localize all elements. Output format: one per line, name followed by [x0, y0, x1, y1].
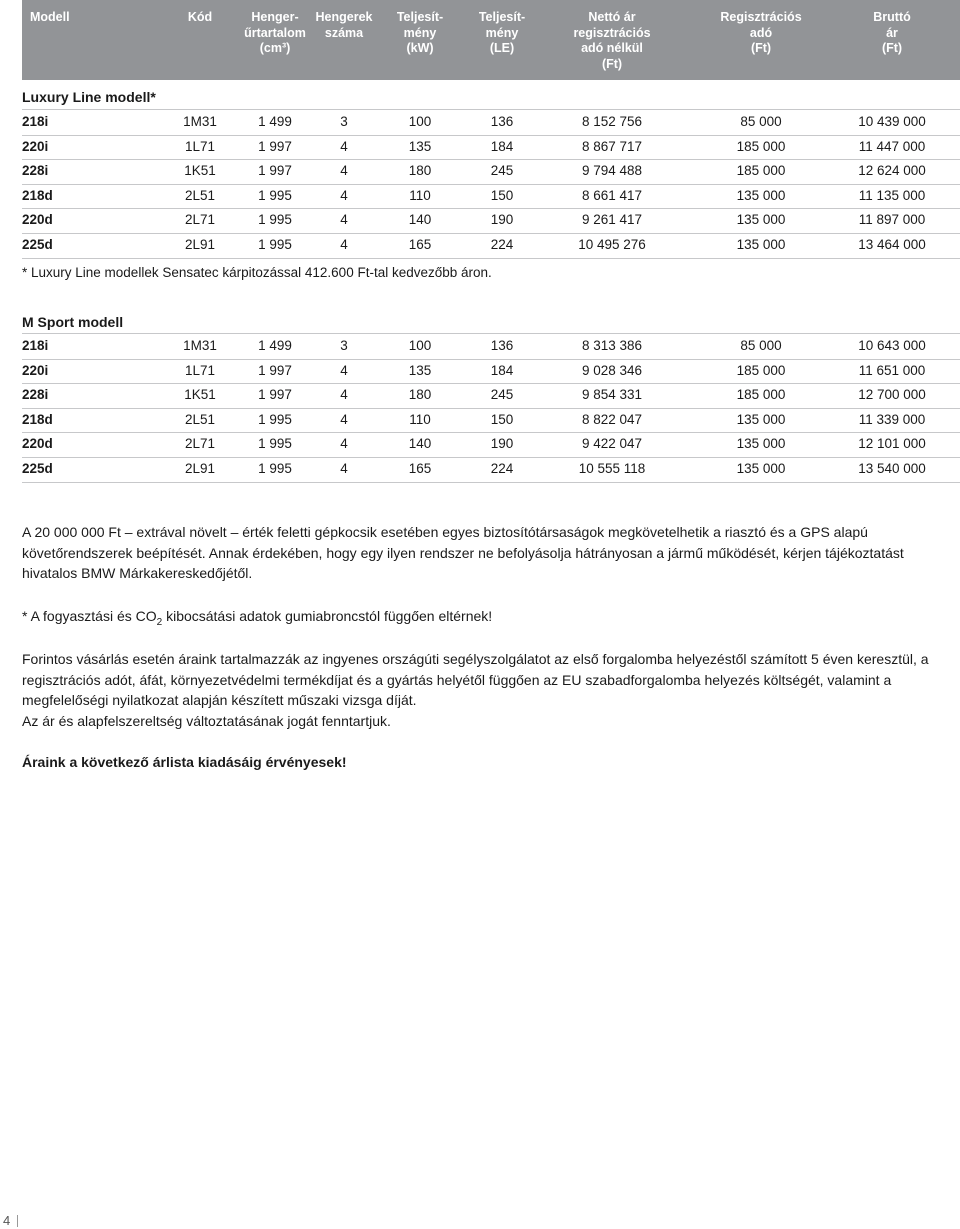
- col-header-cylinders: Hengerek száma: [315, 10, 373, 40]
- cell-displacement: 1 499: [258, 338, 292, 353]
- table-row: [22, 135, 960, 159]
- cell-model: 220i: [22, 138, 49, 154]
- cell-net-price: 8 661 417: [581, 187, 643, 203]
- cell-code: 1K51: [184, 387, 216, 403]
- cell-power-kw: 135: [408, 138, 432, 154]
- table-row: [22, 159, 960, 183]
- cell-power-kw: 100: [408, 114, 432, 129]
- table-header: [22, 0, 960, 80]
- cell-net-price: 10 495 276: [578, 237, 646, 252]
- cell-net-price: 9 028 346: [581, 362, 643, 378]
- cell-displacement: 1 995: [258, 436, 292, 452]
- page-number: 4: [3, 1213, 11, 1228]
- col-header-displacement: Henger- űrtartalom (cm³): [244, 10, 306, 55]
- cell-model: 220i: [22, 362, 49, 378]
- cell-code: 1L71: [184, 138, 216, 154]
- cell-displacement: 1 997: [258, 138, 292, 154]
- page-number-divider: [17, 1215, 18, 1227]
- col-header-power-kw: Teljesít- mény (kW): [396, 10, 444, 55]
- cell-cylinders: 4: [340, 387, 348, 403]
- cell-registration-tax: 85 000: [740, 338, 782, 353]
- rights-note-text: Az ár és alapfelszereltség változtatásának jogát fenntartjuk.: [22, 712, 391, 729]
- cell-net-price: 8 867 717: [581, 138, 643, 154]
- cell-power-hp: 184: [490, 362, 514, 378]
- forint-note-text: Forintos vásárlás esetén áraink tartalmazzák az ingyenes országúti segélyszolgálatot az első forgalomba helyezéstől számított 5 éven keresztül, a regisztrációs adót, áfát, környezetvédelmi termékdíjat és a gyártás helyétől függően az EU szabadforgalomba helyezés költségét, valamint a megfelelőségi nyilatkozat alapján készített műszaki vizsga díját.: [22, 651, 929, 708]
- cell-gross-price: 10 439 000: [858, 114, 926, 129]
- cell-power-hp: 224: [490, 461, 514, 476]
- cell-code: 1M31: [183, 114, 217, 129]
- cell-displacement: 1 995: [258, 212, 292, 228]
- cell-gross-price: 13 540 000: [858, 461, 926, 476]
- co2-note-text: [22, 606, 937, 633]
- cell-net-price: 10 555 118: [578, 461, 646, 476]
- cell-gross-price: 11 897 000: [858, 212, 926, 228]
- table-row: [22, 359, 960, 383]
- co2-note-before: * A fogyasztási és CO: [22, 608, 157, 624]
- cell-registration-tax: 135 000: [736, 187, 786, 203]
- col-header-registration-tax: Regisztrációs adó (Ft): [720, 10, 802, 55]
- cell-net-price: 9 854 331: [581, 387, 643, 403]
- cell-net-price: 9 261 417: [581, 212, 643, 228]
- table-row: [22, 334, 960, 358]
- cell-registration-tax: 135 000: [736, 436, 786, 452]
- cell-registration-tax: 135 000: [736, 237, 786, 252]
- cell-cylinders: 4: [340, 411, 348, 427]
- cell-power-hp: 190: [490, 212, 514, 228]
- cell-net-price: 9 422 047: [581, 436, 643, 452]
- cell-cylinders: 3: [340, 114, 348, 129]
- cell-power-kw: 165: [408, 461, 432, 476]
- cell-power-hp: 150: [490, 187, 514, 203]
- divider: [22, 482, 960, 483]
- cell-model: 218i: [22, 338, 49, 353]
- cell-registration-tax: 185 000: [736, 163, 786, 179]
- co2-note: [22, 606, 937, 633]
- cell-cylinders: 4: [340, 212, 348, 228]
- cell-registration-tax: 135 000: [736, 411, 786, 427]
- validity-note-text: Áraink a következő árlista kiadásáig érvényesek!: [22, 754, 347, 770]
- cell-model: 218i: [22, 114, 49, 129]
- cell-gross-price: 12 624 000: [858, 163, 926, 179]
- cell-gross-price: 12 700 000: [858, 387, 926, 403]
- table-row: [22, 408, 960, 432]
- col-header-code: Kód: [187, 10, 213, 24]
- cell-power-kw: 140: [408, 212, 432, 228]
- cell-code: 2L71: [184, 436, 216, 452]
- cell-code: 2L51: [184, 187, 216, 203]
- cell-power-hp: 136: [490, 114, 514, 129]
- cell-cylinders: 4: [340, 237, 348, 252]
- gps-note: [22, 522, 937, 584]
- cell-displacement: 1 997: [258, 163, 292, 179]
- col-header-power-hp: Teljesít- mény (LE): [478, 10, 526, 55]
- cell-code: 2L51: [184, 411, 216, 427]
- cell-gross-price: 13 464 000: [858, 237, 926, 252]
- cell-code: 2L91: [184, 461, 216, 476]
- cell-displacement: 1 997: [258, 362, 292, 378]
- cell-gross-price: 12 101 000: [858, 436, 926, 452]
- cell-power-hp: 136: [490, 338, 514, 353]
- cell-model: 220d: [22, 212, 53, 228]
- cell-model: 225d: [22, 237, 53, 252]
- co2-note-after: kibocsátási adatok gumiabroncstól függően eltérnek!: [162, 608, 493, 624]
- cell-power-kw: 165: [408, 237, 432, 252]
- cell-registration-tax: 185 000: [736, 138, 786, 154]
- gps-note-text: A 20 000 000 Ft – extrával növelt – érték feletti gépkocsik esetében egyes biztosítótársaságok megkövetelhetik a riasztó és a GPS alapú követőrendszerek beépítését. Annak érdekében, hogy egy ilyen rendszer ne befolyásolja hátrányosan a jármű működését, kérjen tájékoztatást hivatalos BMW Márkakereskedőjétől.: [22, 524, 904, 581]
- cell-net-price: 8 152 756: [581, 114, 643, 129]
- cell-cylinders: 4: [340, 138, 348, 154]
- table-row: [22, 184, 960, 208]
- cell-cylinders: 4: [340, 362, 348, 378]
- cell-displacement: 1 997: [258, 387, 292, 403]
- cell-model: 228i: [22, 163, 49, 179]
- cell-displacement: 1 995: [258, 237, 292, 252]
- cell-power-hp: 245: [490, 387, 514, 403]
- table-row: [22, 432, 960, 456]
- cell-gross-price: 10 643 000: [858, 338, 926, 353]
- cell-model: 218d: [22, 411, 53, 427]
- cell-code: 2L71: [184, 212, 216, 228]
- cell-displacement: 1 995: [258, 187, 292, 203]
- table-row: [22, 110, 960, 134]
- cell-power-hp: 245: [490, 163, 514, 179]
- cell-cylinders: 4: [340, 163, 348, 179]
- co2-note-subscript: 2: [156, 616, 163, 628]
- cell-gross-price: 11 339 000: [858, 411, 926, 427]
- cell-gross-price: 11 135 000: [858, 187, 926, 203]
- divider: [22, 258, 960, 259]
- cell-code: 1L71: [184, 362, 216, 378]
- cell-cylinders: 3: [340, 338, 348, 353]
- cell-registration-tax: 135 000: [736, 212, 786, 228]
- section-title-m-sport: M Sport modell: [22, 314, 124, 330]
- cell-net-price: 9 794 488: [581, 163, 643, 179]
- validity-note: [22, 752, 937, 773]
- cell-power-kw: 180: [408, 387, 432, 403]
- cell-registration-tax: 185 000: [736, 362, 786, 378]
- luxury-line-footnote: * Luxury Line modellek Sensatec kárpitozással 412.600 Ft-tal kedvezőbb áron.: [22, 265, 492, 280]
- cell-code: 2L91: [184, 237, 216, 252]
- cell-code: 1M31: [183, 338, 217, 353]
- cell-cylinders: 4: [340, 461, 348, 476]
- cell-model: 225d: [22, 461, 53, 476]
- cell-power-hp: 150: [490, 411, 514, 427]
- forint-note: [22, 649, 937, 731]
- col-header-net-price: Nettó ár regisztrációs adó nélkül (Ft): [573, 10, 651, 71]
- cell-model: 218d: [22, 187, 53, 203]
- cell-gross-price: 11 447 000: [858, 138, 926, 154]
- cell-registration-tax: 135 000: [736, 461, 786, 476]
- table-row: [22, 233, 960, 257]
- col-header-model: Modell: [30, 10, 70, 24]
- cell-code: 1K51: [184, 163, 216, 179]
- cell-power-hp: 184: [490, 138, 514, 154]
- table-row: [22, 208, 960, 232]
- cell-power-kw: 110: [409, 187, 431, 203]
- cell-net-price: 8 822 047: [581, 411, 643, 427]
- cell-displacement: 1 995: [258, 411, 292, 427]
- cell-power-kw: 135: [408, 362, 432, 378]
- cell-cylinders: 4: [340, 436, 348, 452]
- cell-power-kw: 180: [408, 163, 432, 179]
- cell-model: 228i: [22, 387, 49, 403]
- cell-gross-price: 11 651 000: [858, 362, 926, 378]
- cell-cylinders: 4: [340, 187, 348, 203]
- cell-power-kw: 100: [408, 338, 432, 353]
- cell-displacement: 1 499: [258, 114, 292, 129]
- cell-net-price: 8 313 386: [581, 338, 643, 353]
- cell-registration-tax: 85 000: [740, 114, 782, 129]
- cell-displacement: 1 995: [258, 461, 292, 476]
- cell-power-hp: 190: [490, 436, 514, 452]
- col-header-gross-price: Bruttó ár (Ft): [873, 10, 911, 55]
- table-row: [22, 383, 960, 407]
- cell-power-kw: 140: [408, 436, 432, 452]
- cell-power-kw: 110: [409, 411, 431, 427]
- cell-registration-tax: 185 000: [736, 387, 786, 403]
- section-title-luxury-line: Luxury Line modell*: [22, 89, 156, 105]
- cell-model: 220d: [22, 436, 53, 452]
- table-row: [22, 457, 960, 481]
- cell-power-hp: 224: [490, 237, 514, 252]
